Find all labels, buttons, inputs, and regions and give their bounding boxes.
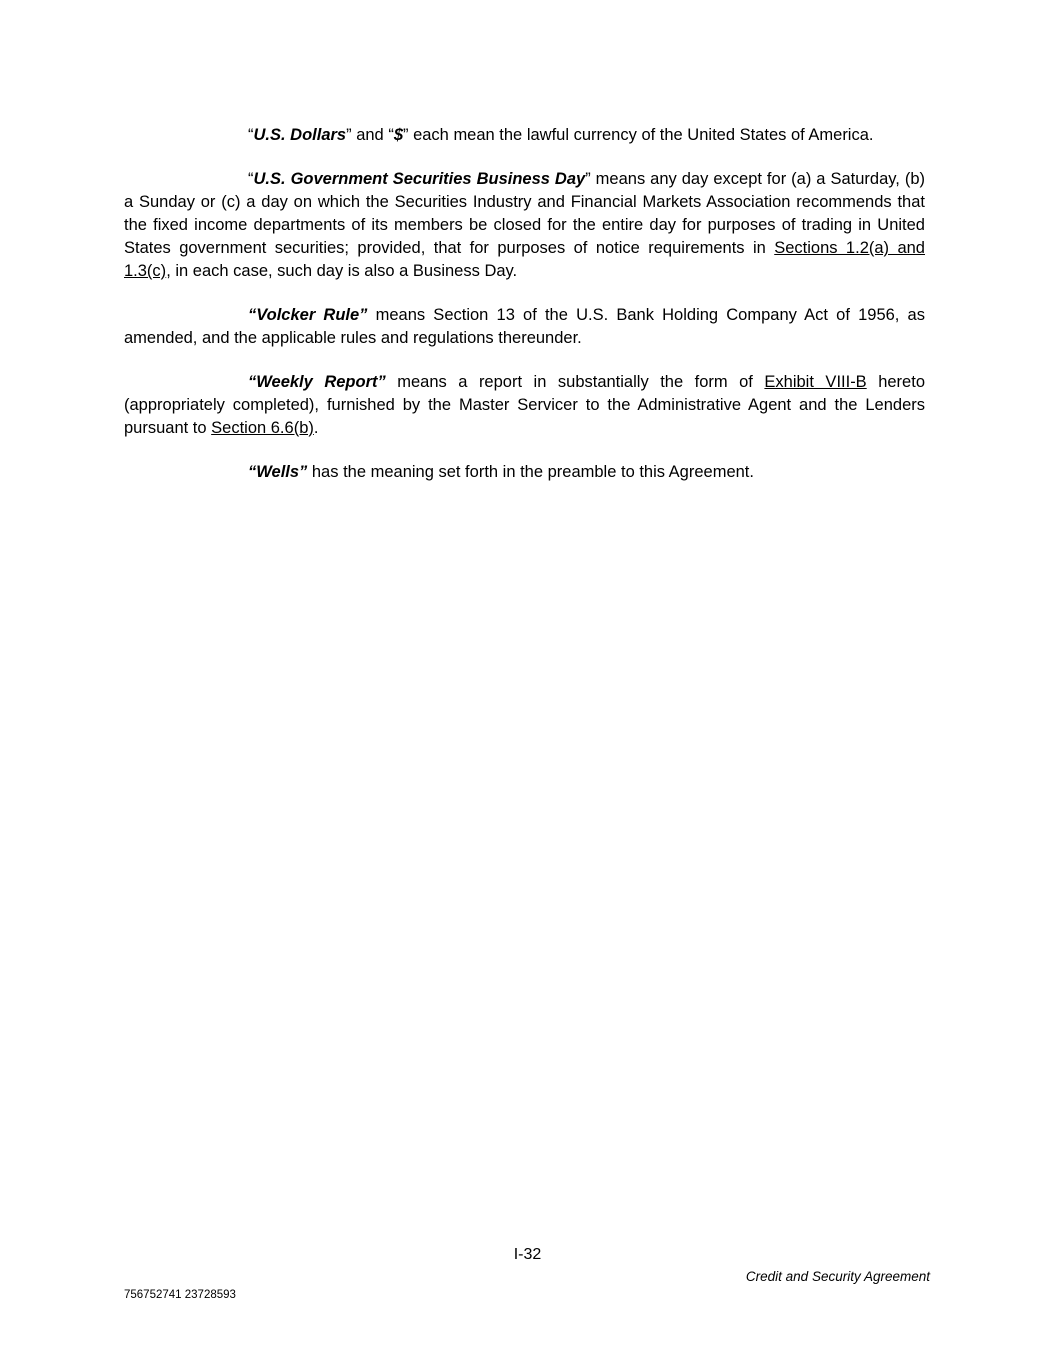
defined-term: “Volcker Rule” [248, 306, 368, 324]
footer-document-title: Credit and Security Agreement [745, 1269, 930, 1284]
document-body [124, 124, 925, 505]
section-reference: Section 6.6(b) [211, 419, 314, 437]
definition-us-dollars: “U.S. Dollars” and “$” each mean the lawful currency of the United States of America. [248, 126, 874, 144]
definition-wells: “Wells” has the meaning set forth in the preamble to this Agreement. [248, 463, 754, 481]
defined-term: U.S. Government Securities Business Day [253, 170, 586, 188]
page-number: I-32 [513, 1246, 542, 1263]
defined-term: $ [393, 126, 403, 144]
definition-weekly-report: “Weekly Report” means a report in substantially the form of Exhibit VIII-B hereto (appropriately completed), furnished by the Master Servicer to the Administrative Agent and the Lenders pursuant to Section 6.6(b). [124, 373, 925, 437]
defined-term: “Weekly Report” [248, 373, 386, 391]
defined-term: U.S. Dollars [253, 126, 347, 144]
exhibit-reference: Exhibit VIII-B [764, 373, 867, 391]
defined-term: “Wells” [248, 463, 308, 481]
section-reference: Sections 1.2(a) and 1.3(c) [124, 239, 925, 280]
definition-volcker-rule: “Volcker Rule” means Section 13 of the U.S. Bank Holding Company Act of 1956, as amended, and the applicable rules and regulations thereunder. [124, 306, 925, 347]
document-id: 756752741 23728593 [124, 1289, 236, 1301]
definition-us-government-securities-business-day: “U.S. Government Securities Business Day” means any day except for (a) a Saturday, (b) a Sunday or (c) a day on which the Securities Industry and Financial Markets Association recommends that the fixed income departments of its members be closed for the entire day for purposes of trading in United States government securities; provided, that for purposes of notice requirements in Sections 1.2(a) and 1.3(c), in each case, such day is also a Business Day. [124, 170, 926, 280]
